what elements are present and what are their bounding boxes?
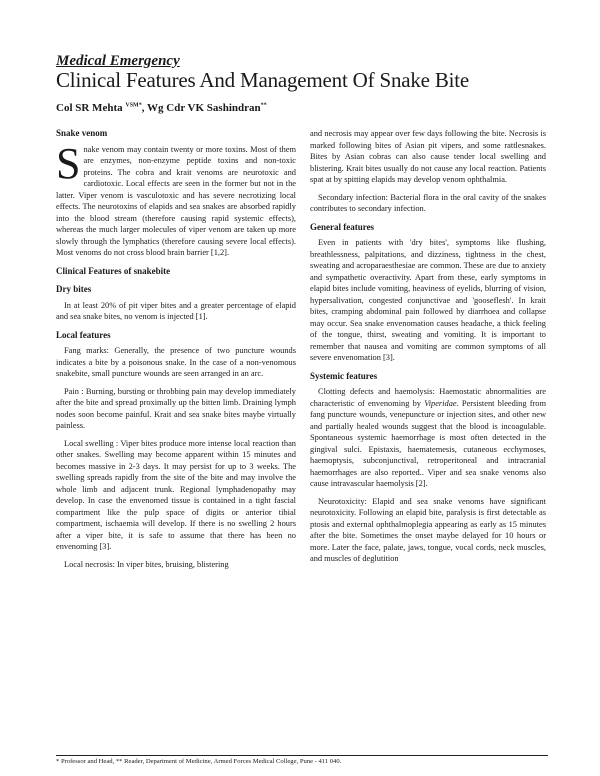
footnote-rule <box>56 755 548 756</box>
article-title: Clinical Features And Management Of Snake Bite <box>56 68 470 92</box>
section-kicker: Medical Emergency <box>56 53 180 69</box>
heading-general-features: General features <box>310 221 375 232</box>
paragraph-snake-venom-text: nake venom may contain twenty or more toxins. Most of them are enzymes, non-enzyme peptide toxins and non-toxic proteins. The cobra and krait venoms are neurotoxic and cardiotoxic. Local effects are seen in the former but not in the latter. Viper venom is vasculotoxic and has severe necrotizing local effects. The neurotoxins of elapids and sea snakes are absorbed rapidly into the blood stream (therefore causing rapid systemic effects), whereas the much larger molecules of viper venom are taken up more slowly through the lymphatics (therefore causing severe local effects). Most venoms do not cross blood brain barrier [1,2]. <box>56 144 296 257</box>
author-1-mark: VSM* <box>125 102 142 109</box>
paragraph-local-swelling: Local swelling : Viper bites produce more intense local reaction than other snakes. Swelling may become apparent within 15 minutes and becomes massive in 2-3 days. It may persist for up to 3 weeks. The swelling spreads rapidly from the site of the bite and may involve the whole limb and adjacent trunk. Regional lymphadenopathy may develop. In case the envenomed tissue is contained in a tight fascial compartment like the pulp space of digits or anterior tibial compartment, ischaemia will develop. If there is no swelling 2 hours after a viper bite, it is safe to assume that there has been no envenoming [3]. <box>56 438 296 551</box>
right-column <box>310 128 546 571</box>
author-2: , Wg Cdr VK Sashindran <box>141 102 261 114</box>
author-2-mark: ** <box>260 102 267 109</box>
paragraph-pain: Pain : Burning, bursting or throbbing pain may develop immediately after the bite and spread proximally up the bitten limb. Draining lymph nodes soon become painful. Krait and sea snake bites maybe virtually painless. <box>56 386 296 430</box>
footnote: * Professor and Head, ** Reader, Department of Medicine, Armed Forces Medical College, Pune - 411 040. <box>56 758 342 765</box>
paragraph-secondary-infection: Secondary infection: Bacterial flora in the oral cavity of the snakes contributes to secondary infection. <box>310 192 546 213</box>
clotting-text-b: . Persistent bleeding from fang puncture wounds, venepuncture or injection sites, and other new and partially healed wounds suggest that the blood is incoagulable. Spontaneous systemic haemorrhage is most often detected in the gingival sulci. Epistaxis, haematemesis, cutaneous ecchymoses, haemoptysis, subconjunctival, retroperitoneal and intracranial haemorrhages are also reported.. Viper and sea snake venoms also cause intravascular haemolysis [2]. <box>310 398 546 488</box>
paragraph-local-necrosis: Local necrosis: In viper bites, bruising, blistering <box>64 559 229 569</box>
heading-systemic-features: Systemic features <box>310 370 378 381</box>
paragraph-fang-marks: Fang marks: Generally, the presence of two puncture wounds indicates a bite by a poisonous snake. In the case of a non-venomous snakebite, small puncture wounds are seen arranged in an arc. <box>56 346 296 378</box>
clotting-text-a: Clotting defects and haemolysis: Haemostatic abnormalities are characteristic of envenoming by <box>310 387 546 408</box>
heading-dry-bites: Dry bites <box>56 284 92 294</box>
heading-clinical-features: Clinical Features of snakebite <box>56 265 171 276</box>
author-1: Col SR Mehta <box>56 102 123 114</box>
paragraph-snake-venom <box>56 138 296 259</box>
paragraph-necrosis-cont: and necrosis may appear over few days following the bite. Necrosis is marked following bites of Asian pit vipers, and some rattlesnakes. Bites by Asian cobras can also cause tender local swelling and blistering. Krait bites usually do not cause any local reaction. Patients spat at by spitting elapids may develop venom ophthalmia. <box>310 129 546 184</box>
paragraph-neurotoxicity: Neurotoxicity: Elapid and sea snake venoms have significant neurotoxicity. Following an elapid bite, paralysis is first detectable as ptosis and external ophthalmoplegia appearing as early as 15 minutes after the bite. Sometimes the onset maybe delayed for 10 hours or more. Later the face, palate, jaws, tongue, vocal cords, neck muscles, and muscles of deglutition <box>310 496 546 563</box>
drop-cap: S <box>56 138 81 188</box>
paragraph-clotting <box>310 386 546 490</box>
clotting-text-em: Viperidae <box>424 398 457 408</box>
author-line <box>56 102 267 114</box>
heading-local-features: Local features <box>56 329 111 340</box>
left-column <box>56 128 296 576</box>
paragraph-dry-bites: In at least 20% of pit viper bites and a greater percentage of elapid and sea snake bites, no venom is injected [1]. <box>56 300 296 321</box>
heading-snake-venom: Snake venom <box>56 128 108 138</box>
paragraph-general-features: Even in patients with 'dry bites', symptoms like flushing, breathlessness, palpitations, and dizziness, tightness in the chest, sweating and acroparaesthesiae are common. These are due to anxiety and sympathetic overactivity. Apart from these, early symptoms in elapid bites include vomiting, heaviness of eyelids, blurring of vision, hypersalivation, congested conjunctivae and 'gooseflesh'. In krait bites, cramping abdominal pain followed by diarrhoea and collapse may occur. Sea snake envenomation causes headache, a thick feeling of the tongue, thirst, sweating and vomiting. It is important to remember that nausea and vomiting are common symptoms of all severe envenomation [3]. <box>310 238 546 362</box>
